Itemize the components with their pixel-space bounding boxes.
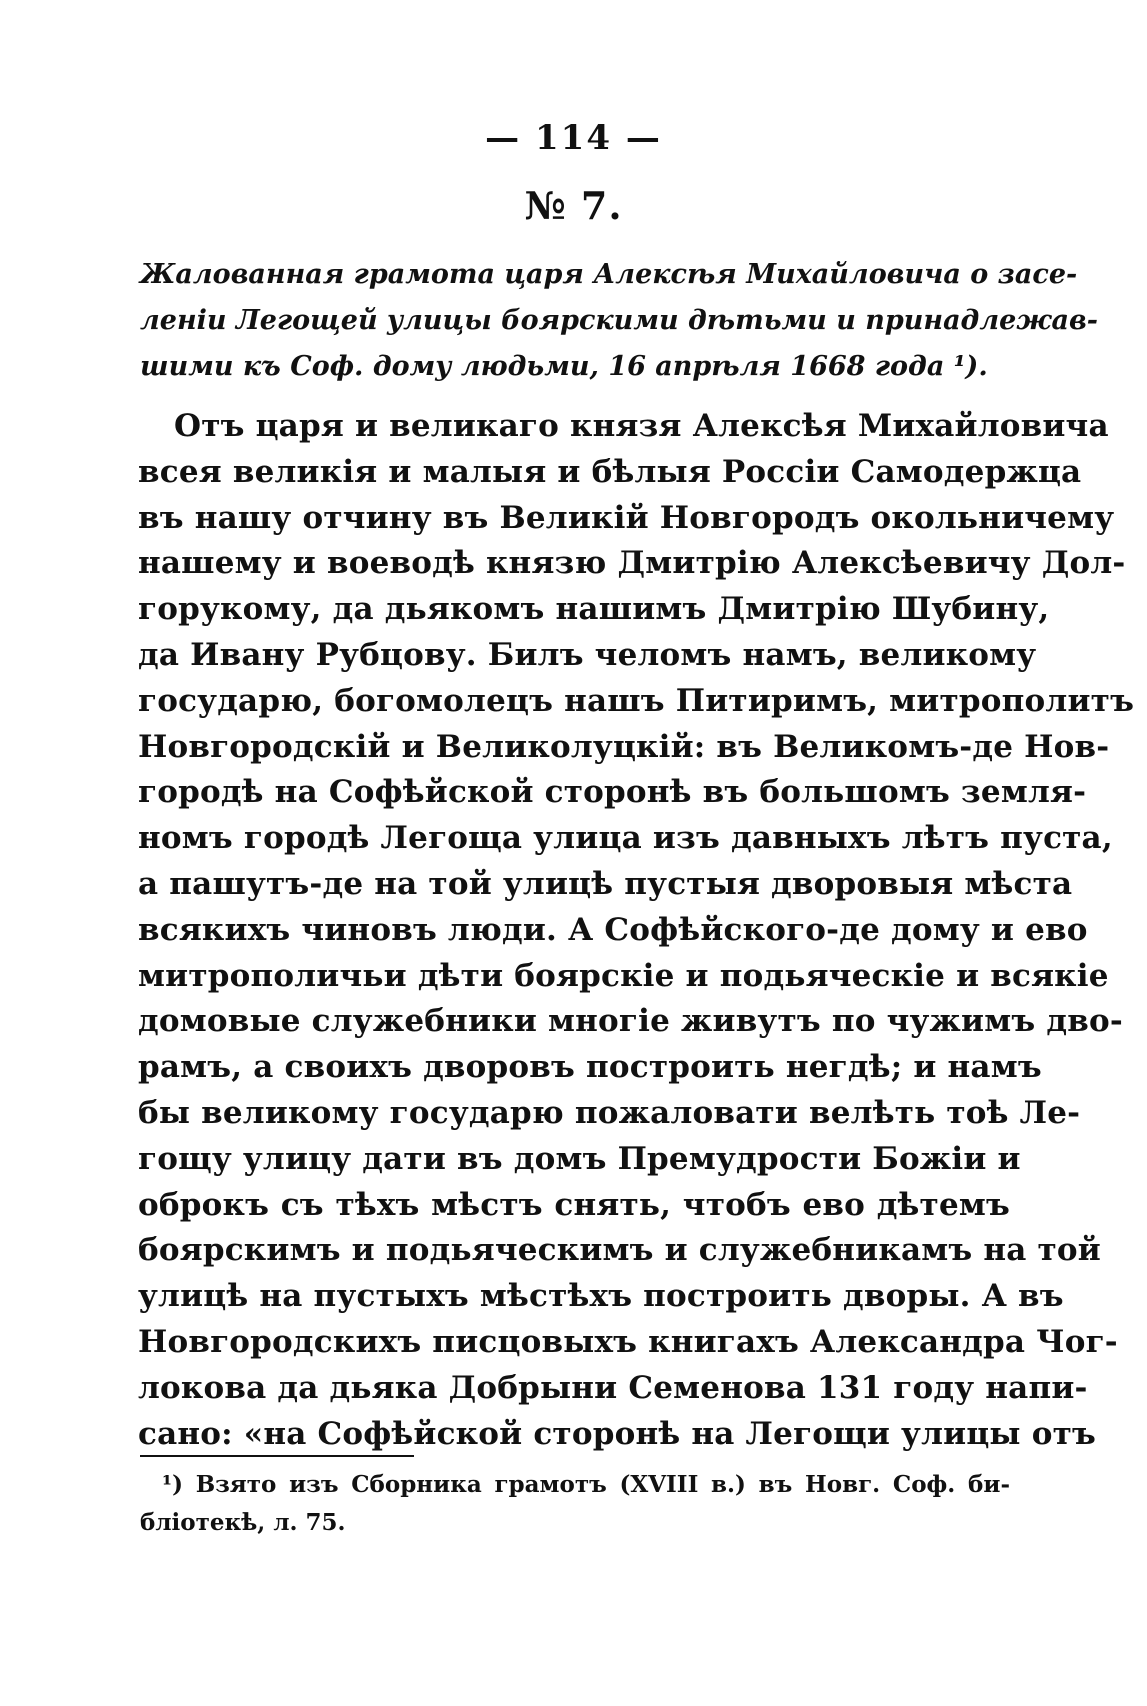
heading-line: леніи Легощей улицы боярскими дѣтьми и принадлежав-: [140, 305, 1098, 336]
body-line: домовые служебники многіе живутъ по чужимъ дво-: [138, 1003, 1123, 1040]
body-line: Новгородскихъ писцовыхъ книгахъ Александра Чог-: [138, 1323, 1118, 1360]
footnote-divider: [140, 1455, 414, 1457]
footnote-line: ¹) Взято изъ Сборника грамотъ (XVIII в.) въ Новг. Соф. би-: [162, 1471, 1010, 1498]
body-line: сано: «на Софѣйской сторонѣ на Легощи улицы отъ: [138, 1415, 1096, 1452]
body-line: нашему и воеводѣ князю Дмитрію Алексѣевичу Дол-: [138, 545, 1126, 582]
body-line: улицѣ на пустыхъ мѣстѣхъ построить дворы. А въ: [138, 1278, 1064, 1315]
body-line: да Ивану Рубцову. Билъ челомъ намъ, великому: [138, 636, 1037, 673]
body-line: городѣ на Софѣйской сторонѣ въ большомъ земля-: [138, 774, 1087, 811]
footnote-line: бліотекѣ, л. 75.: [140, 1509, 346, 1536]
body-line: а пашутъ-де на той улицѣ пустыя дворовыя мѣста: [138, 865, 1073, 902]
body-line: локова да дьяка Добрыни Семенова 131 году напи-: [138, 1369, 1088, 1406]
heading-line: Жалованная грамота царя Алексѣя Михайловича о засе-: [140, 259, 1078, 290]
page-number: — 114 —: [485, 118, 662, 158]
body-text: [138, 404, 1135, 1457]
document-number: № 7.: [524, 183, 623, 228]
body-line: Новгородскій и Великолуцкій: въ Великомъ-де Нов-: [138, 728, 1110, 765]
body-line: всея великія и малыя и бѣлыя Россіи Самодержца: [138, 453, 1082, 490]
heading-line: шими къ Соф. дому людьми, 16 апрѣля 1668 года ¹).: [140, 351, 988, 382]
body-line: гощу улицу дати въ домъ Премудрости Божіи и: [138, 1140, 1021, 1177]
body-line: горукому, да дьякомъ нашимъ Дмитрію Шубину,: [138, 591, 1050, 628]
body-line: всякихъ чиновъ люди. А Софѣйского-де дому и ево: [138, 911, 1088, 948]
body-line: номъ городѣ Легоща улица изъ давныхъ лѣтъ пуста,: [138, 820, 1113, 857]
body-line: Отъ царя и великаго князя Алексѣя Михайловича: [174, 408, 1109, 444]
document-heading: [140, 252, 1098, 390]
body-line: оброкъ съ тѣхъ мѣстъ снять, чтобъ ево дѣтемъ: [138, 1186, 1010, 1223]
body-line: государю, богомолецъ нашъ Питиримъ, митрополитъ: [138, 682, 1135, 719]
body-line: митрополичьи дѣти боярскіе и подьяческіе и всякіе: [138, 957, 1109, 994]
footnote: [140, 1466, 1010, 1542]
body-line: боярскимъ и подьяческимъ и служебникамъ на той: [138, 1232, 1101, 1269]
body-line: въ нашу отчину въ Великій Новгородъ окольничему: [138, 499, 1115, 536]
body-line: бы великому государю пожаловати велѣть тоѣ Ле-: [138, 1094, 1081, 1131]
body-line: рамъ, а своихъ дворовъ построить негдѣ; и намъ: [138, 1049, 1042, 1086]
